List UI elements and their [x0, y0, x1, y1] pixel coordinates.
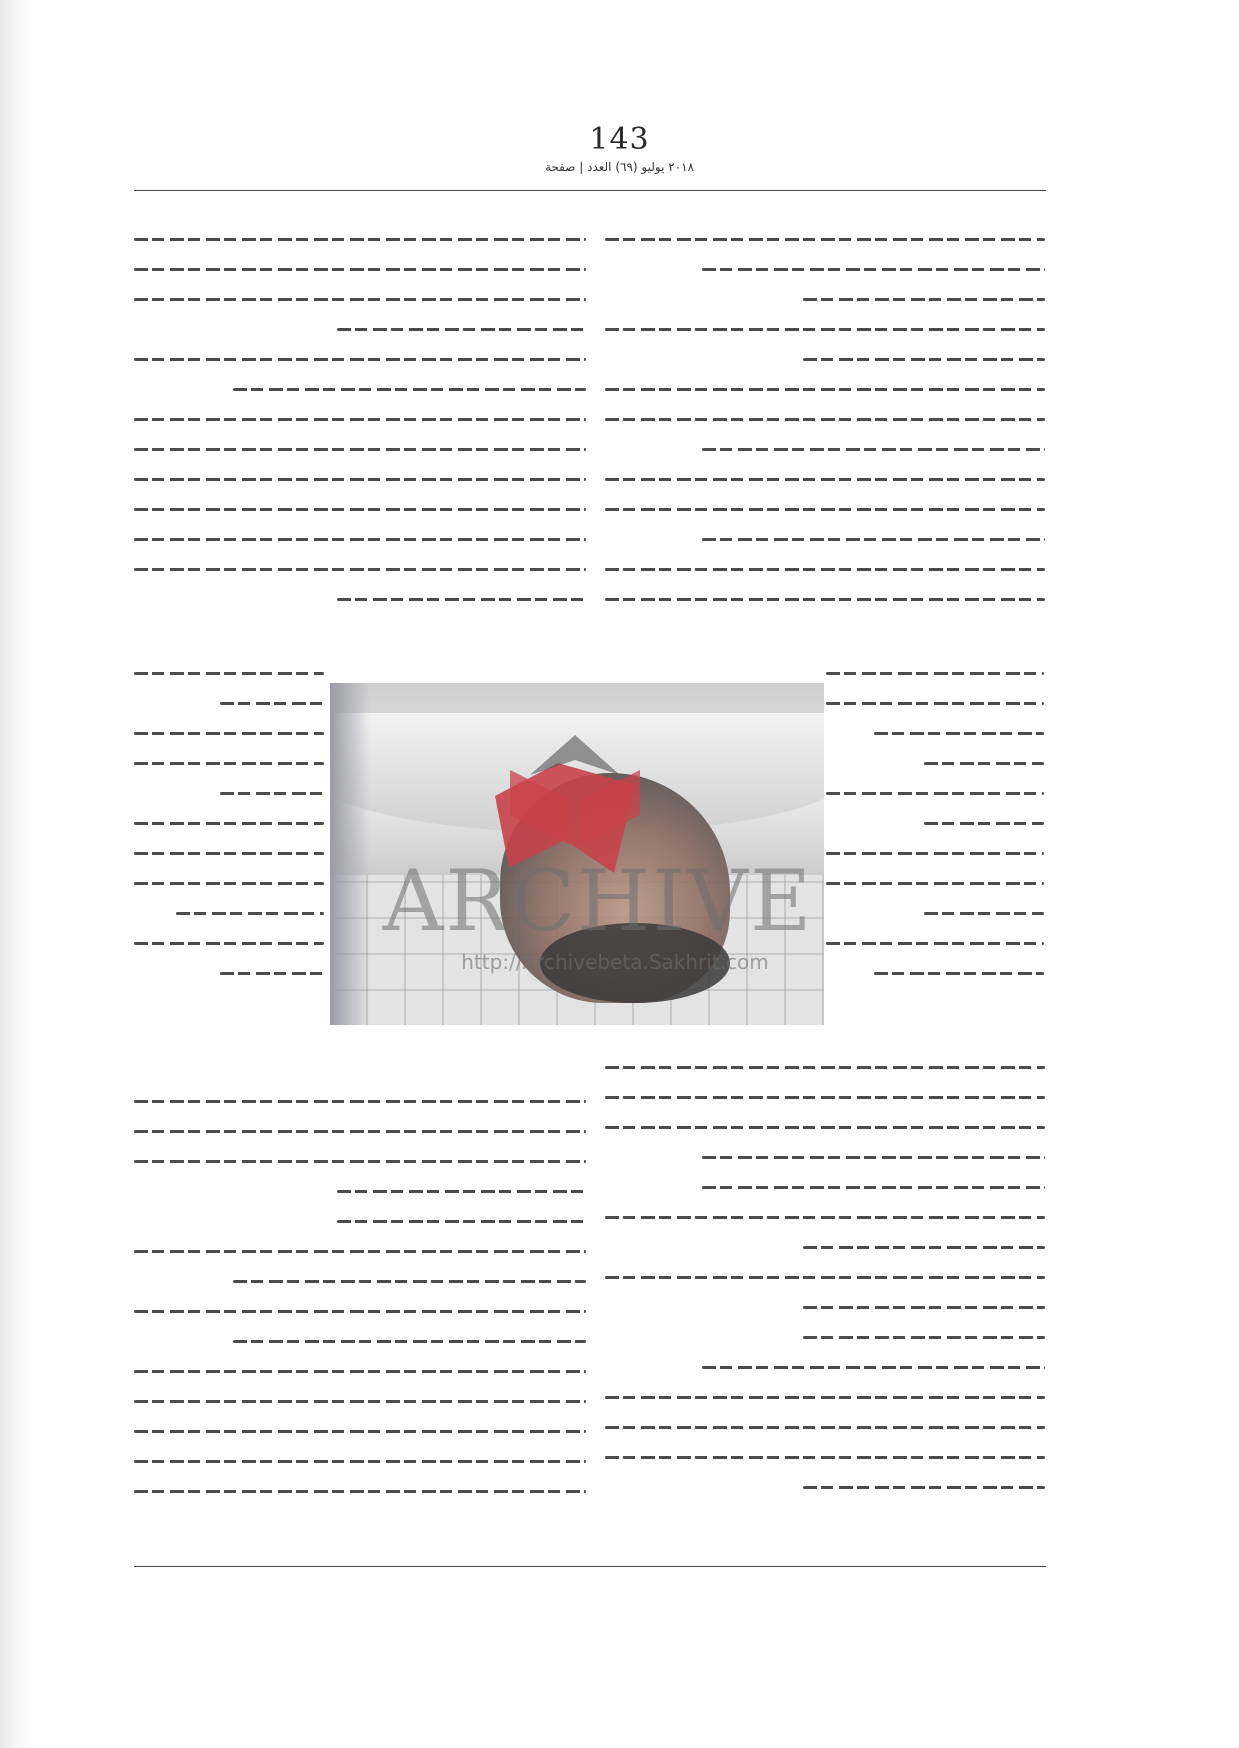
text-line [605, 1216, 1045, 1219]
text-line [605, 568, 1045, 571]
logo-peak [530, 735, 620, 775]
text-line [605, 418, 1045, 421]
watermark-title: ARCHIVE [382, 852, 814, 950]
text-line [220, 972, 325, 975]
text-line [803, 1336, 1045, 1339]
text-column-right [605, 238, 1045, 628]
text-line [134, 942, 324, 945]
text-line [134, 822, 324, 825]
text-line [337, 598, 586, 601]
text-line [134, 268, 586, 271]
text-line [605, 328, 1045, 331]
text-line [605, 478, 1045, 481]
text-line [233, 388, 586, 391]
text-line [134, 358, 586, 361]
text-line [337, 1220, 586, 1223]
text-line [605, 388, 1045, 391]
footer-rule [134, 1566, 1046, 1567]
text-line [134, 672, 324, 675]
text-line [605, 238, 1045, 241]
text-line [134, 568, 586, 571]
text-line [803, 358, 1045, 361]
text-line [233, 1340, 586, 1343]
text-line [803, 298, 1045, 301]
text-line [874, 972, 1044, 975]
text-line [134, 1370, 586, 1373]
text-line [134, 418, 586, 421]
text-line [702, 1156, 1045, 1159]
text-line [134, 1460, 586, 1463]
text-line [826, 702, 1044, 705]
text-line [134, 1100, 586, 1103]
text-line [233, 1280, 586, 1283]
text-line [176, 912, 324, 915]
text-line [134, 882, 324, 885]
text-line [134, 762, 324, 765]
text-line [134, 238, 586, 241]
text-line [134, 298, 586, 301]
text-line [924, 762, 1044, 765]
text-line [605, 508, 1045, 511]
text-line [702, 448, 1045, 451]
text-line [803, 1306, 1045, 1309]
text-line [134, 1400, 586, 1403]
logo-book-right [580, 770, 640, 845]
text-line [134, 1130, 586, 1133]
text-column-left [134, 238, 586, 628]
archive-logo-icon [500, 730, 650, 850]
text-line [337, 328, 586, 331]
text-line [220, 792, 325, 795]
text-line [826, 882, 1044, 885]
running-head: ٢٠١٨ يوليو (٦٩) العدد | صفحة [544, 160, 695, 174]
text-line [134, 448, 586, 451]
text-line [826, 942, 1044, 945]
scan-shadow [0, 0, 30, 1748]
text-column-beside-photo-left [134, 672, 324, 1002]
text-line [605, 1066, 1045, 1069]
text-line [803, 1486, 1045, 1489]
text-line [702, 268, 1045, 271]
text-column-beside-photo-right [826, 672, 1044, 1002]
text-line [337, 1190, 586, 1193]
text-line [826, 792, 1044, 795]
text-line [605, 1456, 1045, 1459]
text-line [702, 1366, 1045, 1369]
text-line [702, 538, 1045, 541]
text-line [874, 732, 1044, 735]
text-line [134, 478, 586, 481]
text-line [605, 1096, 1045, 1099]
logo-book-left [510, 770, 570, 845]
text-line [134, 732, 324, 735]
text-line [134, 1490, 586, 1493]
watermark-url: http://Archivebeta.Sakhrit.com [461, 950, 769, 974]
text-line [134, 1310, 586, 1313]
text-line [134, 852, 324, 855]
text-line [605, 1396, 1045, 1399]
text-line [924, 822, 1044, 825]
text-line [605, 1276, 1045, 1279]
text-line [134, 538, 586, 541]
text-column-lower-right [605, 1066, 1045, 1516]
header-rule [134, 190, 1046, 191]
text-line [220, 702, 325, 705]
text-line [702, 1186, 1045, 1189]
text-line [605, 1426, 1045, 1429]
text-line [134, 508, 586, 511]
text-line [605, 598, 1045, 601]
text-line [134, 1430, 586, 1433]
text-line [924, 912, 1044, 915]
text-line [803, 1246, 1045, 1249]
text-line [134, 1250, 586, 1253]
text-line [826, 852, 1044, 855]
text-line [134, 1160, 586, 1163]
text-column-lower-left [134, 1100, 586, 1520]
text-line [605, 1126, 1045, 1129]
text-line [826, 672, 1044, 675]
page-number: 143 [589, 122, 650, 157]
